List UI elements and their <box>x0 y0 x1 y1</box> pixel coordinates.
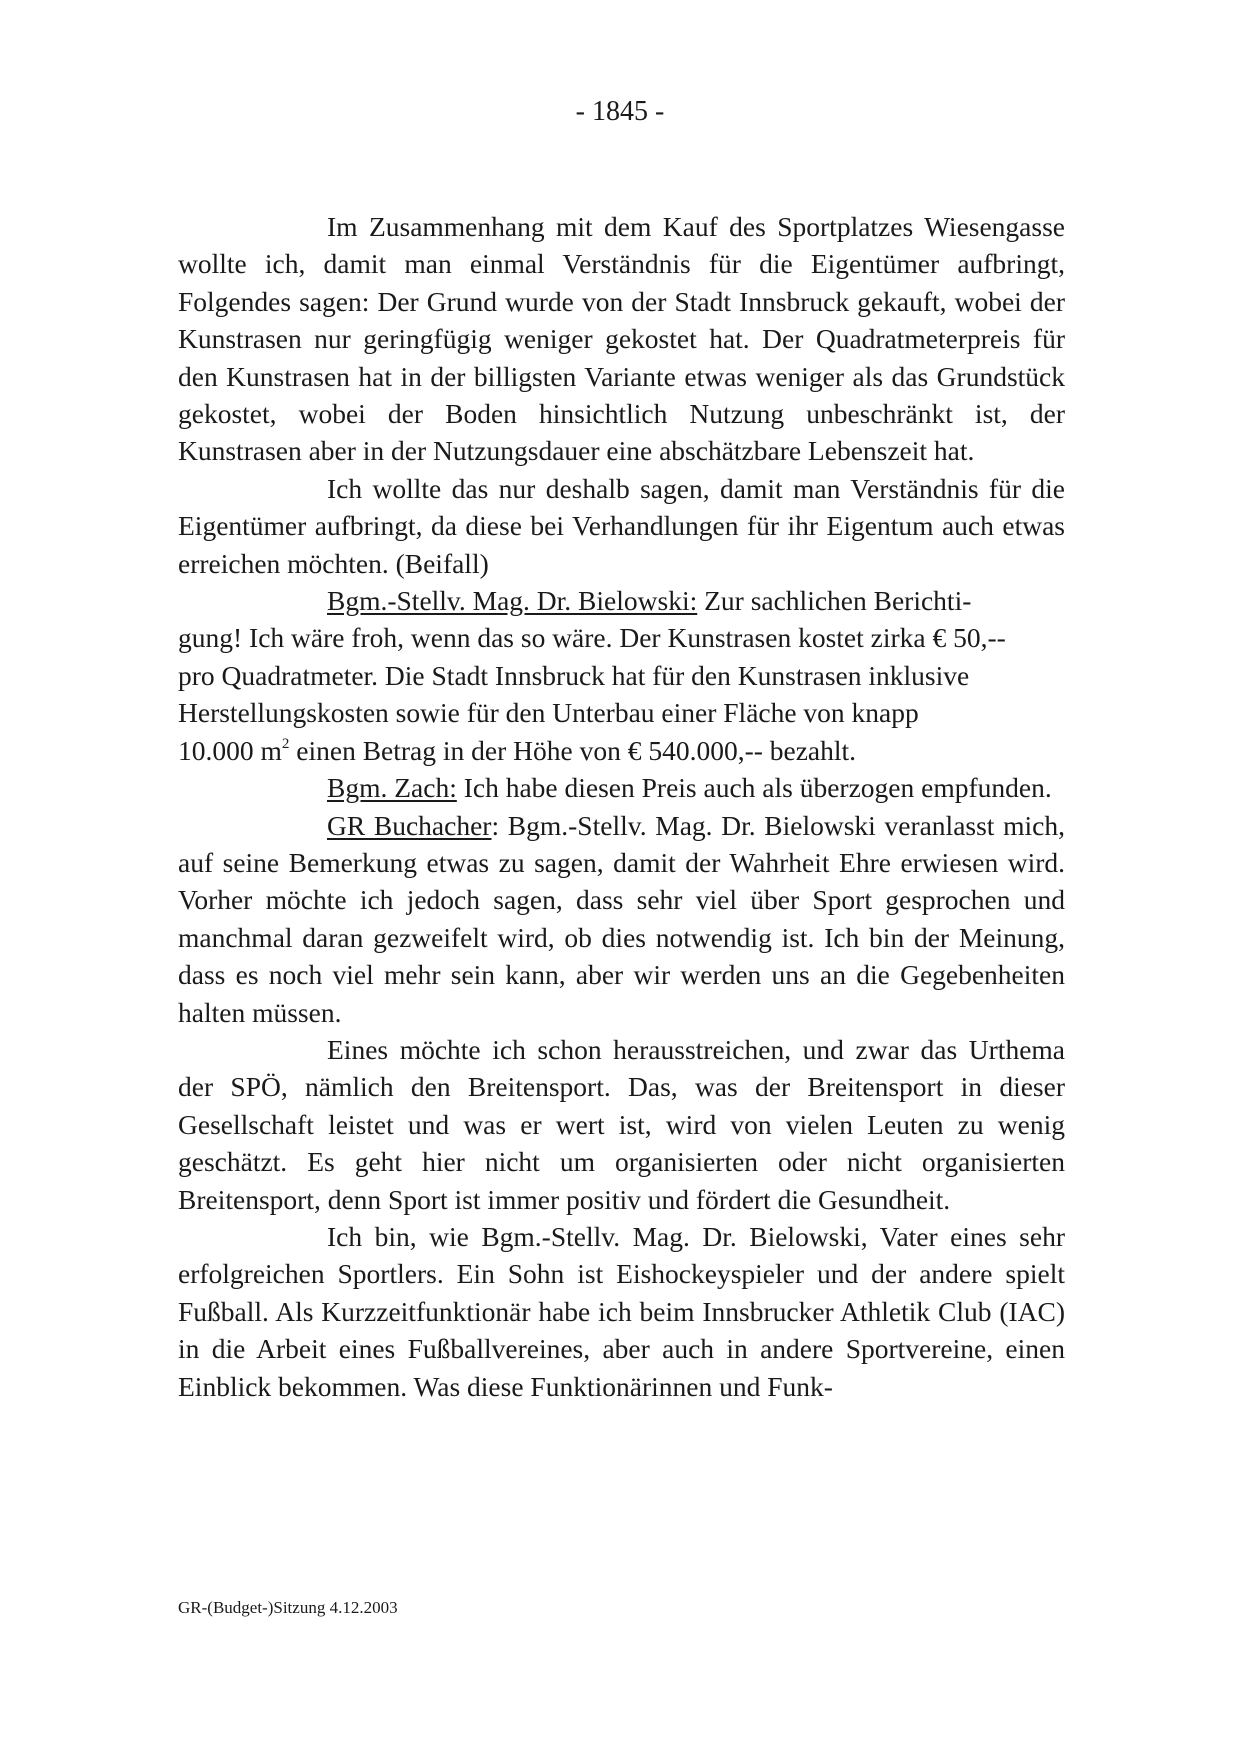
paragraph-text: Zur sachlichen Berichti- gung! Ich wäre froh, wenn das so wäre. Der Kunstrasen kostet zirka € 50,-- pro Quadratmeter. Die Stadt Innsbruck hat für den Kunstrasen inklusive Herstellungskosten sowie für den Unterbau einer Fläche von knapp 10.000 m <box>178 585 1006 766</box>
paragraph-7 <box>178 1218 1065 1405</box>
paragraph-2 <box>178 470 1065 582</box>
footer-session-label: GR-(Budget-)Sitzung 4.12.2003 <box>178 1598 398 1617</box>
paragraph-text-after: einen Betrag in der Höhe von € 540.000,-- bezahlt. <box>289 734 857 766</box>
paragraph-text: Ich bin, wie Bgm.-Stellv. Mag. Dr. Bielowski, Vater eines sehr erfolgreichen Sportlers. Ein Sohn ist Eishockeyspieler und der andere spielt Fußball. Als Kurzzeitfunktionär habe ich beim Innsbrucker Athletik Club (IAC) in die Arbeit eines Fußballvereines, aber auch in andere Sportvereine, einen Einblick bekommen. Was diese Funktionärinnen und Funk- <box>178 1220 1065 1402</box>
paragraph-text: Eines möchte ich schon herausstreichen, und zwar das Urthema der SPÖ, nämlich den Breitensport. Das, was der Breitensport in dieser Gesellschaft leistet und was er wert ist, wird von vielen Leuten zu wenig geschätzt. Es geht hier nicht um organisierten oder nicht organisierten Breitensport, denn Sport ist immer positiv und fördert die Gesundheit. <box>178 1033 1065 1215</box>
page-number: - 1845 - <box>575 96 665 127</box>
paragraph-text: Im Zusammenhang mit dem Kauf des Sportplatzes Wiesengasse wollte ich, damit man einmal Verständnis für die Eigentümer aufbringt, Folgendes sagen: Der Grund wurde von der Stadt Innsbruck gekauft, wobei der Kunstrasen nur geringfügig weniger gekostet hat. Der Quadratmeterpreis für den Kunstrasen hat in der billigsten Variante etwas weniger als das Grundstück gekostet, wobei der Boden hinsichtlich Nutzung unbeschränkt ist, der Kunstrasen aber in der Nutzungsdauer eine abschätzbare Lebenszeit hat. <box>178 211 1065 467</box>
speaker-name: GR Buchacher <box>327 809 492 841</box>
paragraph-6 <box>178 1031 1065 1218</box>
speaker-name: Bgm.-Stellv. Mag. Dr. Bielowski: <box>327 585 698 617</box>
paragraph-text: : Bgm.-Stellv. Mag. Dr. Bielowski veranlasst mich, auf seine Bemerkung etwas zu sagen, damit der Wahrheit Ehre erwiesen wird. Vorher möchte ich jedoch sagen, dass sehr viel über Sport gesprochen und manchmal daran gezweifelt wird, ob dies notwendig ist. Ich bin der Meinung, dass es noch viel mehr sein kann, aber wir werden uns an die Gegebenheiten halten müssen. <box>178 809 1065 1028</box>
speaker-name: Bgm. Zach: <box>327 772 457 804</box>
paragraph-5 <box>178 807 1065 1031</box>
paragraph-text: Ich wollte das nur deshalb sagen, damit man Verständnis für die Eigentümer aufbringt, da diese bei Verhandlungen für ihr Eigentum auch etwas erreichen möchten. (Beifall) <box>178 472 1065 579</box>
superscript-2: 2 <box>281 735 290 752</box>
paragraph-4 <box>178 769 1065 806</box>
paragraph-3 <box>178 582 1065 769</box>
paragraph-text: Ich habe diesen Preis auch als überzogen empfunden. <box>456 772 1052 804</box>
paragraph-1 <box>178 208 1065 470</box>
document-body <box>178 208 1065 1405</box>
